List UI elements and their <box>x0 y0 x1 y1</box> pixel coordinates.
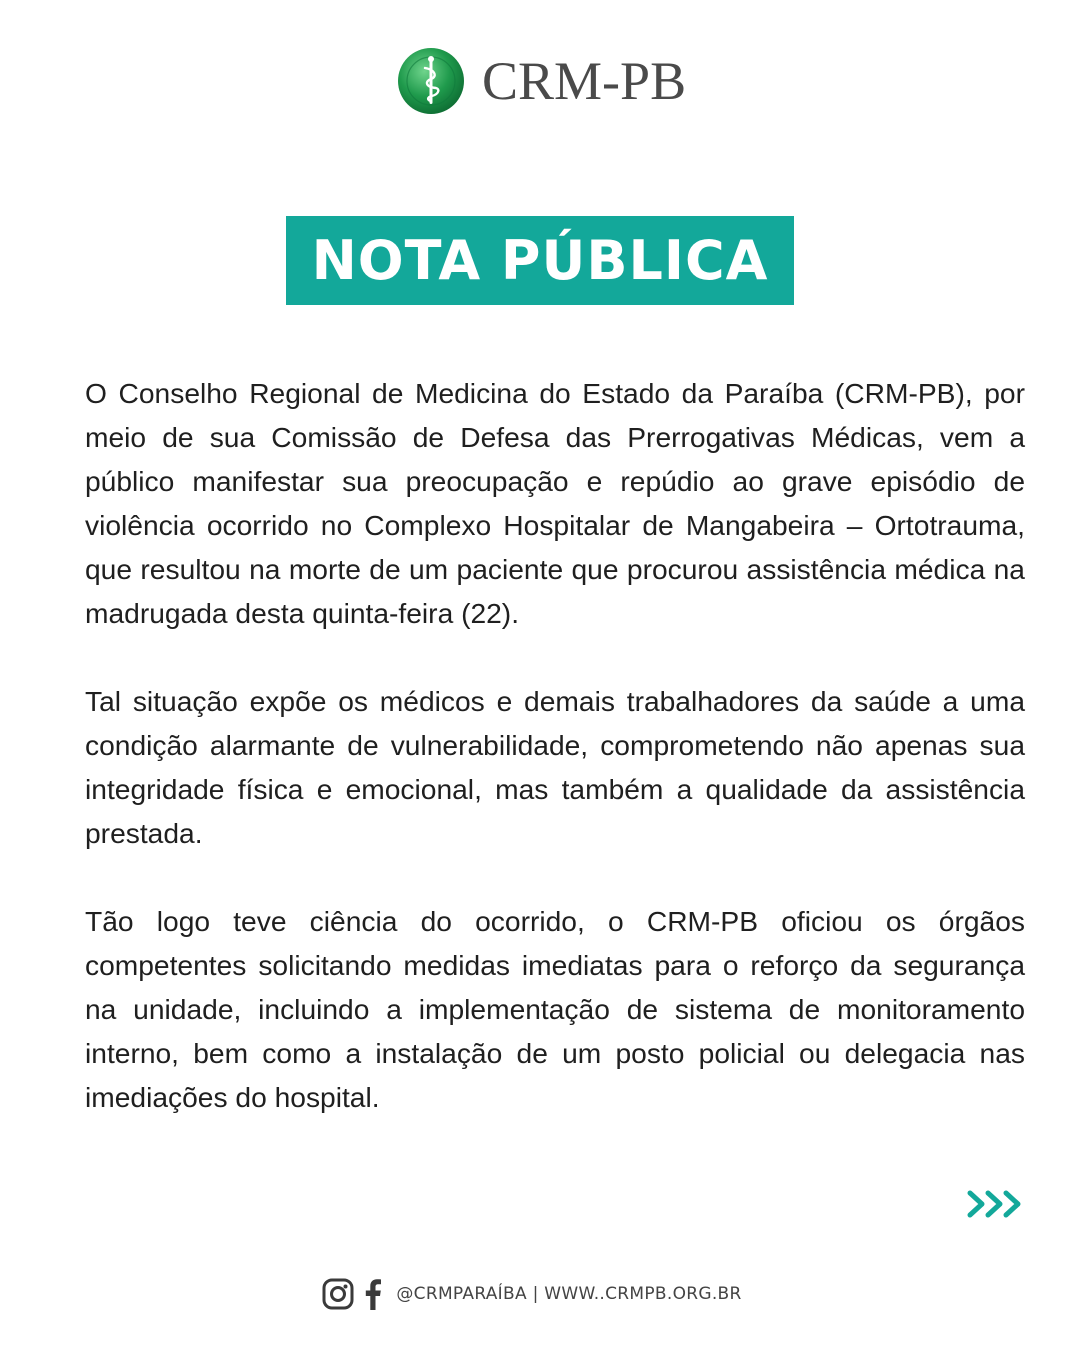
caduceus-icon <box>396 46 466 116</box>
footer <box>0 1276 1080 1312</box>
instagram-icon[interactable] <box>322 1278 354 1310</box>
page-title: NOTA PÚBLICA <box>311 229 769 292</box>
next-arrows-icon[interactable] <box>966 1188 1026 1220</box>
paragraph-2: Tal situação expõe os médicos e demais trabalhadores da saúde a uma condição alarmante de vulnerabilidade, comprometendo não apenas sua integridade física e emocional, mas também a qualidade da assistência prestada. <box>85 685 1025 849</box>
logo-text: CRM-PB <box>482 51 687 111</box>
paragraph-3: Tão logo teve ciência do ocorrido, o CRM-PB oficiou os órgãos competentes solicitando medidas imediatas para o reforço da segurança na unidade, incluindo a implementação de sistema de monitoramento interno, bem como a instalação de um posto policial ou delegacia nas imediações do hospital. <box>85 905 1025 1113</box>
social-icons <box>322 1278 382 1310</box>
facebook-icon[interactable] <box>364 1278 382 1310</box>
paragraph-1: O Conselho Regional de Medicina do Estado da Paraíba (CRM-PB), por meio de sua Comissão de Defesa das Prerrogativas Médicas, vem a público manifestar sua preocupação e repúdio ao grave episódio de violência ocorrido no Complexo Hospitalar de Mangabeira – Ortotrauma, que resultou na morte de um paciente que procurou assistência médica na madrugada desta quinta-feira (22). <box>85 377 1025 629</box>
footer-contact-text: @CRMPARAÍBA | WWW..CRMPB.ORG.BR <box>396 1284 742 1304</box>
title-banner <box>286 216 794 305</box>
statement-body <box>85 371 1025 1163</box>
crm-pb-logo <box>396 46 686 116</box>
